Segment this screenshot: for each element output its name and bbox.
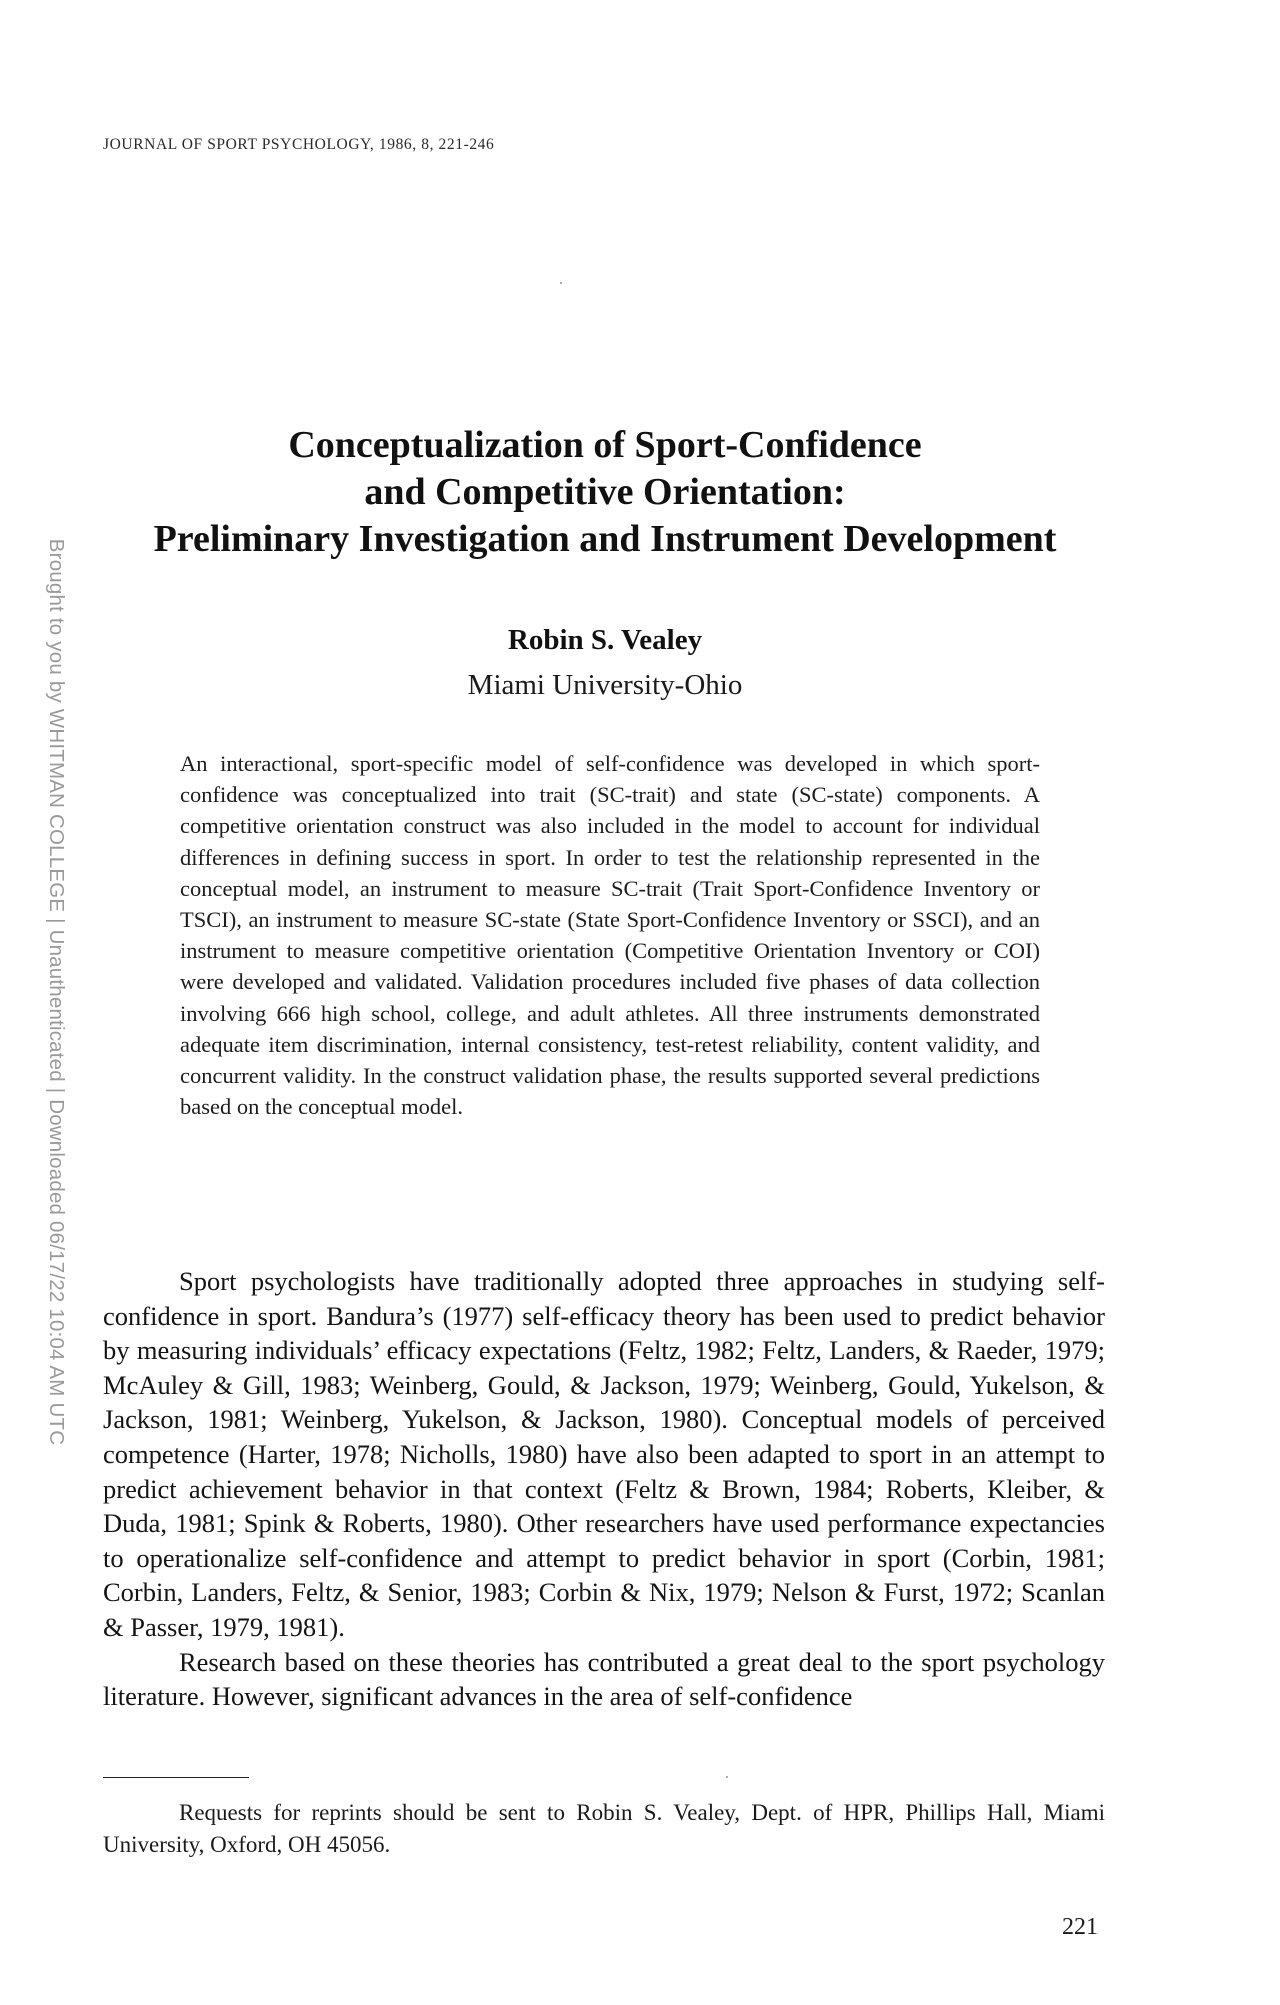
article-title (0, 422, 1210, 563)
title-line: Preliminary Investigation and Instrument Development (153, 518, 1057, 560)
body-paragraph: Research based on these theories has contributed a great deal to the sport psychology literature. However, significant advances in the area of self-confidence (103, 1646, 1105, 1712)
journal-running-header: JOURNAL OF SPORT PSYCHOLOGY, 1986, 8, 221-246 (103, 136, 495, 153)
title-line: and Competitive Orientation: (364, 471, 846, 513)
abstract: An interactional, sport-specific model of self-confidence was developed in which sport-confidence was conceptualized into trait (SC-trait) and state (SC-state) components. A competitive orientation construct was also included in the model to account for individual differences in defining success in sport. In order to test the relationship represented in the conceptual model, an instrument to measure SC-trait (Trait Sport-Confidence Inventory or TSCI), an instrument to measure SC-state (State Sport-Confidence Inventory or SSCI), and an instrument to measure competitive orientation (Competitive Orientation Inventory or COI) were developed and validated. Validation procedures included five phases of data collection involving 666 high school, college, and adult athletes. All three instruments demonstrated adequate item discrimination, internal consistency, test-retest reliability, content validity, and concurrent validity. In the construct validation phase, the results supported several predictions based on the conceptual model. (180, 751, 1040, 1120)
watermark-text: Brought to you by WHITMAN COLLEGE | Unauthenticated | Downloaded 06/17/22 10:04 AM UTC (45, 538, 68, 1446)
body-paragraph: Sport psychologists have traditionally adopted three approaches in studying self-confidence in sport. Bandura’s (1977) self-efficacy theory has been used to predict behavior by measuring individuals’ efficacy expectations (Feltz, 1982; Feltz, Landers, & Raeder, 1979; McAuley & Gill, 1983; Weinberg, Gould, & Jackson, 1979; Weinberg, Gould, Yukelson, & Jackson, 1981; Weinberg, Yukelson, & Jackson, 1980). Conceptual models of perceived competence (Harter, 1978; Nicholls, 1980) have also been adapted to sport in an attempt to predict achievement behavior in that context (Feltz & Brown, 1984; Roberts, Kleiber, & Duda, 1981; Spink & Roberts, 1980). Other researchers have used performance expectancies to operationalize self-confidence and attempt to predict behavior in sport (Corbin, 1981; Corbin, Landers, Feltz, & Senior, 1983; Corbin & Nix, 1979; Nelson & Furst, 1972; Scanlan & Passer, 1979, 1981). (103, 1266, 1105, 1642)
body-text (103, 1264, 1105, 1714)
title-line: Conceptualization of Sport-Confidence (288, 424, 922, 466)
scan-speck (726, 1776, 728, 1778)
author-affiliation: Miami University-Ohio (467, 669, 743, 701)
page-number: 221 (1062, 1914, 1098, 1940)
author-name: Robin S. Vealey (507, 624, 703, 656)
scan-speck (560, 282, 562, 284)
footnote: Requests for reprints should be sent to Robin S. Vealey, Dept. of HPR, Phillips Hall, Miami University, Oxford, OH 45056. (103, 1800, 1105, 1857)
footnote-divider (103, 1777, 249, 1778)
